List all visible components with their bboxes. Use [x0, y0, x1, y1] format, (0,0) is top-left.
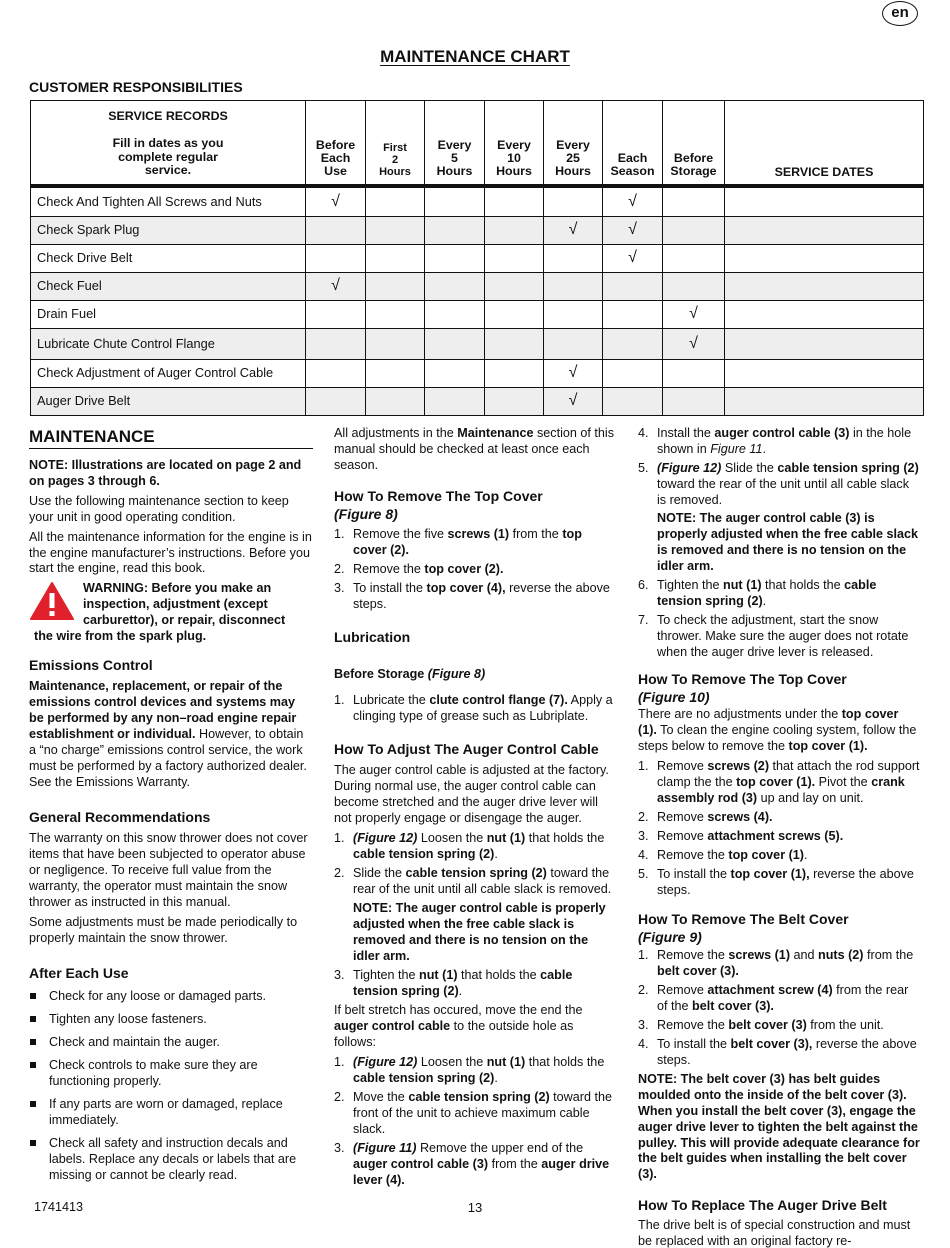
list-item: 3. Tighten the nut (1) that holds the cable tension spring (2). [334, 967, 573, 998]
check-cell-first-2-hours [366, 186, 425, 217]
check-mark: √ [568, 364, 578, 382]
table-row [31, 388, 924, 416]
warning-text: WARNING: Before you make an inspection, adjustment (except carburettor), or repair, disconnect [83, 581, 286, 628]
check-cell-every-5-hours [425, 360, 485, 388]
check-cell-every-10-hours [485, 186, 544, 217]
table-row [31, 217, 924, 245]
check-cell-before-storage [663, 186, 725, 217]
list-item: 2. Remove screws (4). [638, 810, 773, 825]
check-cell-before-each-use [306, 301, 366, 329]
illustrations-note: NOTE: Illustrations are located on page 2 and on pages 3 through 6. [29, 457, 302, 488]
col-header-every-25-hours: Every 25 Hours [544, 101, 603, 186]
task-cell: Drain Fuel [31, 301, 306, 329]
check-cell-before-storage [663, 245, 725, 273]
check-cell-each-season [603, 245, 663, 273]
check-cell-before-storage [663, 360, 725, 388]
list-item: 3. Remove the belt cover (3) from the unit. [638, 1017, 884, 1032]
drive-belt-paragraph: The drive belt is of special construction and must be replaced with an original factory re- [638, 1218, 911, 1248]
col-header-every-5-hours: Every 5 Hours [425, 101, 485, 186]
general-recommendations-heading: General Recommendations [29, 809, 211, 826]
list-item: 1. Lubricate the clute control flange (7). Apply a clinging type of grease such as Lubriplate. [334, 693, 613, 724]
check-cell-every-5-hours [425, 217, 485, 245]
check-cell-before-each-use [306, 186, 366, 217]
section-subtitle: CUSTOMER RESPONSIBILITIES [29, 79, 243, 95]
check-cell-every-25-hours [544, 360, 603, 388]
check-cell-every-10-hours [485, 217, 544, 245]
check-cell-first-2-hours [366, 245, 425, 273]
list-item: 3. (Figure 11) Remove the upper end of the auger control cable (3) from the auger drive lever (4). [334, 1140, 610, 1187]
top-cover-10-steps [638, 759, 920, 899]
list-item: 1. (Figure 12) Loosen the nut (1) that holds the cable tension spring (2). [334, 830, 605, 861]
check-cell-before-each-use [306, 388, 366, 416]
check-cell-every-25-hours [544, 245, 603, 273]
service-dates-cell [725, 273, 924, 301]
list-item: 6. Tighten the nut (1) that holds the cable tension spring (2). [638, 577, 877, 608]
table-row [31, 329, 924, 360]
check-cell-before-storage [663, 388, 725, 416]
after-each-use-list [29, 989, 313, 1184]
lubrication-heading: Lubrication [334, 629, 411, 646]
check-cell-every-10-hours [485, 329, 544, 360]
check-cell-before-storage [663, 329, 725, 360]
check-cell-first-2-hours [366, 273, 425, 301]
list-item: Check for any loose or damaged parts. [29, 989, 313, 1005]
adjustments-intro: All adjustments in the Maintenance section of this manual should be checked at least once each season. [334, 426, 615, 472]
list-item: 1. (Figure 12) Loosen the nut (1) that holds the cable tension spring (2). [334, 1054, 605, 1085]
top-cover-10-heading: How To Remove The Top Cover [638, 670, 847, 687]
check-mark: √ [628, 249, 637, 267]
task-cell: Auger Drive Belt [31, 388, 306, 416]
list-item: If any parts are worn or damaged, replace immediately. [29, 1097, 313, 1129]
belt-cover-figure-ref: (Figure 9) [638, 928, 702, 945]
check-cell-every-10-hours [485, 245, 544, 273]
check-mark: √ [331, 192, 340, 210]
check-cell-each-season [603, 360, 663, 388]
check-cell-before-each-use [306, 245, 366, 273]
list-item: Check all safety and instruction decals and labels. Replace any decals or labels that are missing or cannot be clearly read. [29, 1136, 313, 1184]
auger-cable-paragraph: The auger control cable is adjusted at the factory. During normal use, the auger control cable can become stretched and the auger drive lever will not properly engage or disengage the auger. [334, 762, 609, 825]
check-cell-before-storage [663, 217, 725, 245]
check-cell-before-each-use [306, 273, 366, 301]
top-cover-10-paragraph: There are no adjustments under the top cover (1). To clean the engine cooling system, follow the steps below to remove the top cover (1). [638, 707, 917, 754]
task-cell: Check Spark Plug [31, 217, 306, 245]
check-cell-every-5-hours [425, 273, 485, 301]
col-header-every-10-hours: Every 10 Hours [485, 101, 544, 186]
check-cell-every-25-hours [544, 388, 603, 416]
check-cell-each-season [603, 301, 663, 329]
emissions-paragraph: Maintenance, replacement, or repair of the emissions control devices and systems may be performed by any non–road engine repair establishment or individual. However, to obtain a “no charge” emissions control service, the work must be performed by a factory authorized dealer. See the Emissions Warranty. [29, 679, 307, 790]
check-cell-every-25-hours [544, 217, 603, 245]
check-mark: √ [628, 221, 637, 239]
list-item: 4. Install the auger control cable (3) in the hole shown in Figure 11. [638, 426, 912, 456]
check-mark: √ [568, 392, 578, 410]
maintenance-chart-table [30, 100, 924, 416]
check-cell-every-5-hours [425, 329, 485, 360]
check-mark: √ [689, 334, 698, 352]
col-header-first-2-hours: First 2 Hours [366, 101, 425, 186]
col-header-before-each-use: Before Each Use [306, 101, 366, 186]
check-cell-every-10-hours [485, 360, 544, 388]
check-cell-each-season [603, 273, 663, 301]
col-header-before-storage: Before Storage [663, 101, 725, 186]
check-cell-every-5-hours [425, 245, 485, 273]
top-cover-steps [334, 527, 616, 613]
table-row [31, 245, 924, 273]
check-cell-before-storage [663, 273, 725, 301]
list-item: Check controls to make sure they are functioning properly. [29, 1058, 313, 1090]
table-row [31, 273, 924, 301]
check-cell-first-2-hours [366, 217, 425, 245]
list-item: Check and maintain the auger. [29, 1035, 313, 1051]
list-item: 4. To install the belt cover (3), reverse the above steps. [638, 1036, 917, 1067]
check-cell-every-5-hours [425, 388, 485, 416]
top-cover-figure-ref: (Figure 8) [334, 505, 398, 522]
check-cell-each-season [603, 329, 663, 360]
check-mark: √ [568, 221, 578, 239]
intro-paragraph: Use the following maintenance section to keep your unit in good operating condition. [29, 493, 289, 524]
lubrication-steps [334, 693, 616, 725]
maintenance-heading: MAINTENANCE [29, 426, 313, 449]
check-cell-every-10-hours [485, 301, 544, 329]
belt-cover-steps [638, 948, 920, 1069]
check-cell-each-season [603, 186, 663, 217]
service-dates-cell [725, 186, 924, 217]
list-item: Tighten any loose fasteners. [29, 1012, 313, 1028]
check-cell-first-2-hours [366, 360, 425, 388]
column-middle [334, 426, 616, 1192]
belt-cover-note: NOTE: The belt cover (3) has belt guides moulded onto the inside of the belt cover (3). When you install the belt cover (3), engage the auger drive lever to tighten the belt against the pulley. This will provide adequate clearance for the belt guides when installing the belt cover (3). [638, 1071, 920, 1182]
check-cell-first-2-hours [366, 301, 425, 329]
check-cell-before-each-use [306, 329, 366, 360]
page-number: 13 [467, 1200, 483, 1215]
service-dates-cell [725, 217, 924, 245]
belt-cover-heading: How To Remove The Belt Cover [638, 911, 849, 928]
warning-icon [29, 581, 75, 621]
list-item: 1. Remove the five screws (1) from the top cover (2). [334, 527, 582, 558]
task-cell: Check And Tighten All Screws and Nuts [31, 186, 306, 217]
check-cell-first-2-hours [366, 329, 425, 360]
list-item: 1. Remove the screws (1) and nuts (2) from the belt cover (3). [638, 947, 914, 978]
check-mark: √ [628, 192, 637, 210]
check-cell-every-5-hours [425, 186, 485, 217]
after-each-use-heading: After Each Use [29, 964, 129, 981]
adjustments-paragraph: Some adjustments must be made periodically to properly maintain the snow thrower. [29, 914, 298, 945]
warranty-paragraph: The warranty on this snow thrower does not cover items that have been subjected to operator abuse or negligence. To receive full value from the warranty, the operator must maintain the snow thrower as instructed in this manual. [29, 830, 308, 909]
check-cell-before-each-use [306, 360, 366, 388]
table-row [31, 301, 924, 329]
check-cell-every-10-hours [485, 388, 544, 416]
check-cell-every-10-hours [485, 273, 544, 301]
emissions-heading: Emissions Control [29, 657, 153, 674]
list-item: 2. Slide the cable tension spring (2) toward the rear of the unit until all cable slack is removed. NOTE: The auger control cable is properly adjusted when the free cable slack is removed and there is no tension on the idler arm. [334, 865, 612, 963]
check-cell-before-each-use [306, 217, 366, 245]
list-item: 1. Remove screws (2) that attach the rod support clamp the the top cover (1). Pivot the crank assembly rod (3) up and lay on unit. [638, 759, 920, 806]
language-badge: en [882, 1, 918, 26]
check-cell-each-season [603, 217, 663, 245]
belt-stretch-steps [334, 1055, 616, 1189]
task-cell: Lubricate Chute Control Flange [31, 329, 306, 360]
check-cell-each-season [603, 388, 663, 416]
list-item: 7. To check the adjustment, start the snow thrower. Make sure the auger does not rotate when the auger drive lever is released. [638, 612, 909, 659]
auger-cable-steps [334, 831, 616, 1000]
top-cover-heading: How To Remove The Top Cover [334, 487, 543, 504]
warning-block [29, 581, 313, 645]
service-dates-cell [725, 301, 924, 329]
document-number: 1741413 [34, 1200, 84, 1214]
auger-cable-steps-continued [638, 426, 920, 661]
task-cell: Check Drive Belt [31, 245, 306, 273]
belt-stretch-paragraph: If belt stretch has occured, move the end the auger control cable to the outside hole as follows: [334, 1002, 583, 1049]
check-cell-every-5-hours [425, 301, 485, 329]
before-storage-subheading: Before Storage (Figure 8) [334, 667, 486, 682]
table-row [31, 360, 924, 388]
list-item: 3. To install the top cover (4), reverse the above steps. [334, 581, 610, 612]
list-item: 2. Remove the top cover (2). [334, 562, 504, 577]
column-left [29, 426, 313, 1191]
list-item: 4. Remove the top cover (1). [638, 848, 808, 863]
task-cell: Check Adjustment of Auger Control Cable [31, 360, 306, 388]
service-dates-cell [725, 360, 924, 388]
column-right [638, 426, 920, 1248]
top-cover-10-figure-ref: (Figure 10) [638, 688, 710, 705]
col-header-service-dates: SERVICE DATES [725, 101, 924, 186]
check-mark: √ [689, 305, 698, 323]
list-item: 3. Remove attachment screws (5). [638, 829, 844, 844]
table-row [31, 186, 924, 217]
warning-text-last: the wire from the spark plug. [34, 629, 207, 644]
check-cell-every-25-hours [544, 273, 603, 301]
check-cell-every-25-hours [544, 329, 603, 360]
check-cell-every-25-hours [544, 186, 603, 217]
list-item: 2. Remove attachment screw (4) from the rear of the belt cover (3). [638, 982, 909, 1013]
service-dates-cell [725, 388, 924, 416]
list-item: 2. Move the cable tension spring (2) toward the front of the unit to achieve maximum cable slack. [334, 1089, 612, 1136]
drive-belt-heading: How To Replace The Auger Drive Belt [638, 1197, 887, 1214]
col-header-each-season: Each Season [603, 101, 663, 186]
page-title: MAINTENANCE CHART [380, 47, 570, 66]
check-cell-every-25-hours [544, 301, 603, 329]
list-item: 5. To install the top cover (1), reverse the above steps. [638, 867, 914, 898]
service-dates-cell [725, 329, 924, 360]
check-cell-before-storage [663, 301, 725, 329]
engine-info-paragraph: All the maintenance information for the engine is in the engine manufacturer’s instructions. Before you start the engine, read this book. [29, 529, 312, 576]
list-item: 5. (Figure 12) Slide the cable tension spring (2) toward the rear of the unit until all cable slack is removed. NOTE: The auger control cable (3) is properly adjusted when the free cable slack is removed and there is no tension on the idler arm. [638, 460, 919, 573]
table-header-row [31, 101, 924, 186]
task-cell: Check Fuel [31, 273, 306, 301]
auger-cable-heading: How To Adjust The Auger Control Cable [334, 741, 599, 758]
check-mark: √ [331, 277, 340, 295]
check-cell-first-2-hours [366, 388, 425, 416]
service-records-header: SERVICE RECORDS Fill in dates as you complete regular service. [31, 101, 306, 186]
service-dates-cell [725, 245, 924, 273]
